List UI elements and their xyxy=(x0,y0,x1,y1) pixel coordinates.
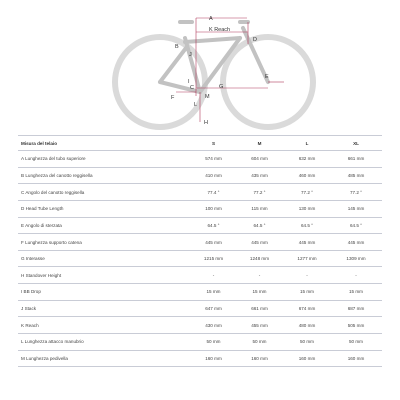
label-k-reach: K Reach xyxy=(209,27,231,33)
cell-s: 445 mm xyxy=(205,239,222,245)
row-label: G Interasse xyxy=(21,256,45,262)
cell-xl: 64.5 ° xyxy=(349,222,363,228)
cell-l: 160 mm xyxy=(298,356,316,361)
row-label: K Reach xyxy=(21,322,39,328)
cell-l: 480 mm xyxy=(298,322,316,328)
header-frame-size: Misura del telaio xyxy=(21,140,57,146)
label-j: J xyxy=(189,52,192,58)
row-label: M Lunghezza pedivella xyxy=(21,356,68,361)
cell-m: 77.2 ° xyxy=(253,189,266,195)
cell-xl: 485 mm xyxy=(347,172,365,178)
cell-s: 410 mm xyxy=(205,172,222,178)
row-label: H Standover Height xyxy=(21,272,62,278)
cell-xl: 160 mm xyxy=(347,356,365,361)
cell-m: 50 mm xyxy=(252,339,267,345)
label-l: L xyxy=(194,102,198,108)
cell-m: 115 mm xyxy=(251,206,268,212)
cell-l: - xyxy=(306,272,308,278)
label-b: B xyxy=(175,44,179,50)
label-i: I xyxy=(188,79,190,85)
cell-xl: 77.2 ° xyxy=(349,189,363,195)
cell-m: 1248 mm xyxy=(249,256,270,262)
cell-l: 50 mm xyxy=(299,339,315,345)
table-row xyxy=(18,284,382,301)
table-row xyxy=(18,234,382,251)
row-label: L Lunghezza attacco manubrio xyxy=(21,339,84,345)
geometry-table xyxy=(18,135,382,367)
label-c: C xyxy=(190,85,194,91)
header-size-s: S xyxy=(211,140,216,146)
cell-m: 64.5 ° xyxy=(253,222,266,228)
header-size-xl: XL xyxy=(353,140,359,146)
cell-m: 15 mm xyxy=(252,289,267,295)
cell-s: 574 mm xyxy=(205,156,222,162)
table-row xyxy=(18,251,382,268)
cell-xl: 50 mm xyxy=(348,339,364,345)
label-d: D xyxy=(253,37,257,43)
cell-m: 455 mm xyxy=(251,322,268,328)
label-g: G xyxy=(219,84,224,90)
cell-s: 647 mm xyxy=(205,306,222,312)
cell-s: 160 mm xyxy=(205,356,222,361)
cell-xl: 1309 mm xyxy=(346,256,366,262)
cell-xl: 687 mm xyxy=(347,306,365,312)
cell-l: 1277 mm xyxy=(297,256,317,262)
cell-xl: 145 mm xyxy=(347,206,365,212)
row-label: D Head Tube Length xyxy=(21,206,64,212)
cell-s: - xyxy=(212,272,215,278)
cell-m: 160 mm xyxy=(251,356,268,361)
table-header xyxy=(18,135,382,151)
table-row xyxy=(18,351,382,368)
cell-s: 430 mm xyxy=(205,322,222,328)
table-row xyxy=(18,334,382,351)
cell-l: 674 mm xyxy=(298,306,316,312)
table-row xyxy=(18,218,382,235)
cell-xl: 15 mm xyxy=(348,289,364,295)
row-label: E Angolo di sterzata xyxy=(21,222,62,228)
header-size-m: M xyxy=(257,140,262,146)
table-row xyxy=(18,151,382,168)
cell-s: 77.4 ° xyxy=(207,189,220,195)
table-row xyxy=(18,168,382,185)
cell-m: 435 mm xyxy=(251,172,268,178)
cell-l: 632 mm xyxy=(298,156,316,162)
cell-s: 15 mm xyxy=(206,289,221,295)
label-m: M xyxy=(205,94,210,100)
cell-l: 15 mm xyxy=(299,289,315,295)
cell-l: 445 mm xyxy=(298,239,316,245)
label-e: E xyxy=(265,74,269,80)
cell-l: 130 mm xyxy=(298,206,316,212)
row-label: I BB Drop xyxy=(21,289,41,295)
cell-xl: 661 mm xyxy=(347,156,365,162)
cell-s: 1215 mm xyxy=(203,256,224,262)
row-label: F Lunghezza supporto catena xyxy=(21,239,82,245)
cell-l: 64.5 ° xyxy=(300,222,314,228)
table-row xyxy=(18,267,382,284)
cell-xl: 505 mm xyxy=(347,322,365,328)
cell-m: 445 mm xyxy=(251,239,268,245)
row-label: B Lunghezza del canotto reggisella xyxy=(21,172,93,178)
cell-l: 460 mm xyxy=(298,172,316,178)
label-f: F xyxy=(171,95,175,101)
bike-geometry-diagram xyxy=(0,0,400,132)
row-label: C Angolo del canotto reggisella xyxy=(21,189,85,195)
cell-l: 77.2 ° xyxy=(300,189,314,195)
row-label: A Lunghezza del tubo superiore xyxy=(21,156,86,162)
cell-m: - xyxy=(258,272,261,278)
table-row xyxy=(18,201,382,218)
table-row xyxy=(18,301,382,318)
cell-s: 100 mm xyxy=(205,206,222,212)
table-row xyxy=(18,184,382,201)
cell-s: 64.5 ° xyxy=(207,222,220,228)
table-row xyxy=(18,317,382,334)
cell-m: 661 mm xyxy=(251,306,268,312)
row-label: J Stack xyxy=(21,306,37,312)
label-a: A xyxy=(209,16,213,22)
cell-m: 604 mm xyxy=(251,156,268,162)
label-h: H xyxy=(204,120,208,126)
cell-s: 50 mm xyxy=(206,339,221,345)
cell-xl: 445 mm xyxy=(347,239,365,245)
cell-xl: - xyxy=(355,272,357,278)
header-size-l: L xyxy=(305,140,309,146)
